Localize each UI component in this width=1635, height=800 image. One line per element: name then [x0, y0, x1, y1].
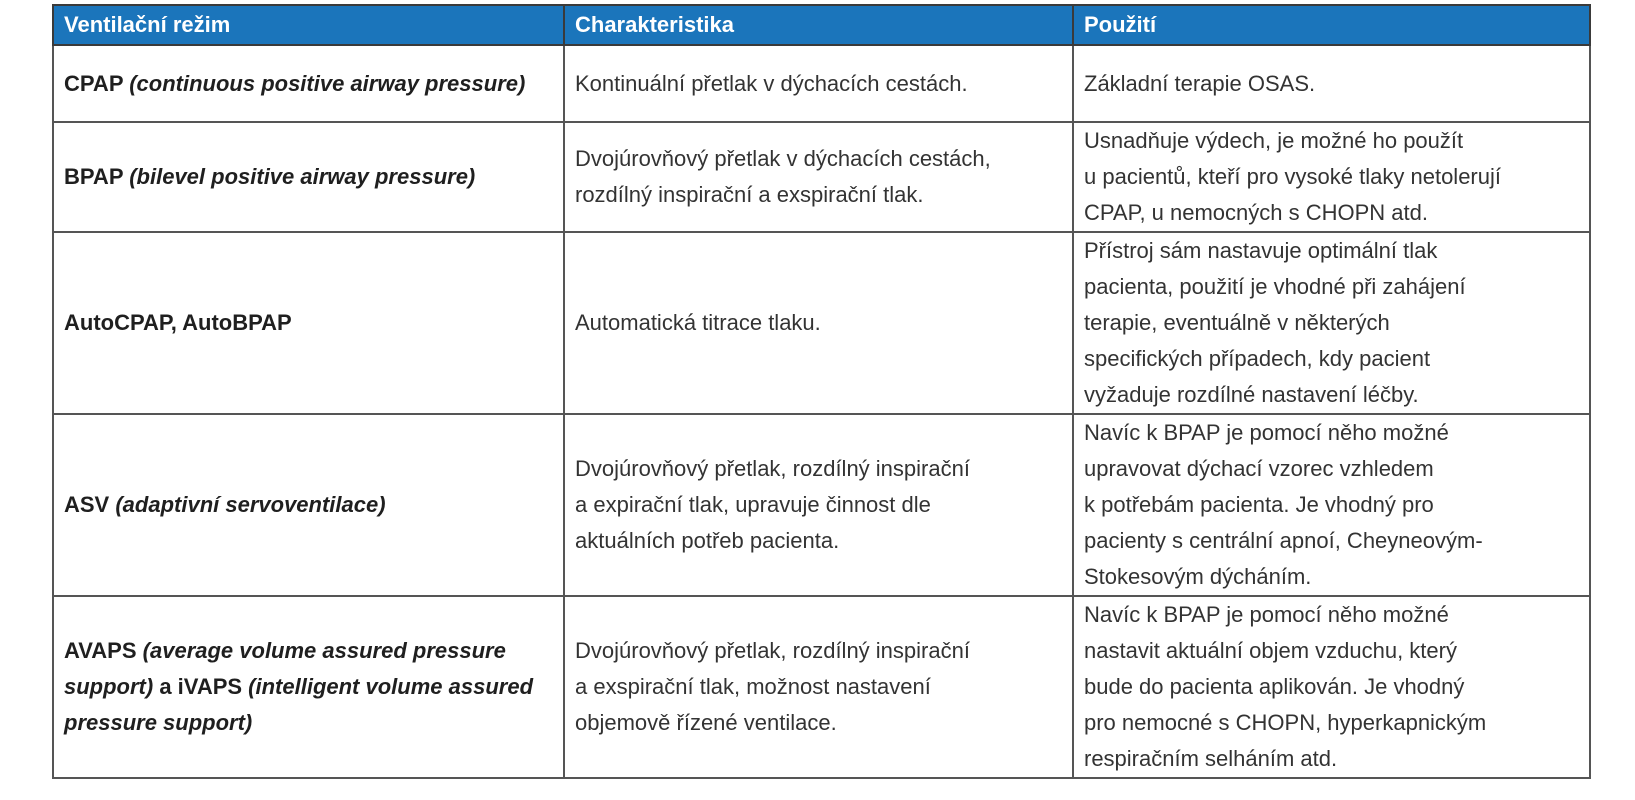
usage-text: Základní terapie OSAS. [1084, 70, 1316, 96]
header-ventilation-mode: Ventilační režim [53, 5, 564, 45]
usage-text: Přístroj sám nastavuje optimální tlak pacienta, použití je vhodné při zahájení terapie, eventuálně v některých specifických případech, kdy pacient vyžaduje rozdílné nastavení léčby. [1084, 238, 1466, 407]
mode-cell [53, 414, 564, 596]
mode-name: ASV [64, 492, 116, 517]
mode-cell [53, 232, 564, 414]
mode-full-name: (average volume assured pressure support) [64, 638, 506, 699]
table-header-row [53, 5, 1590, 45]
characteristic-cell [564, 596, 1073, 778]
table-row-asv [53, 414, 1590, 596]
mode-name: BPAP [64, 164, 130, 189]
ventilation-modes-table [52, 4, 1591, 779]
characteristic-text: Dvojúrovňový přetlak, rozdílný inspirační a exspirační tlak, možnost nastavení objemově řízené ventilace. [575, 638, 970, 735]
usage-cell [1073, 596, 1590, 778]
usage-text: Navíc k BPAP je pomocí něho možné upravovat dýchací vzorec vzhledem k potřebám pacienta. Je vhodný pro pacienty s centrální apnoí, Cheyneovým- Stokesovým dýcháním. [1084, 420, 1483, 589]
mode-cell [53, 122, 564, 232]
usage-cell [1073, 45, 1590, 122]
characteristic-text: Automatická titrace tlaku. [575, 310, 821, 335]
usage-text: Navíc k BPAP je pomocí něho možné nastavit aktuální objem vzduchu, který bude do pacienta aplikován. Je vhodný pro nemocné s CHOPN, hyperkapnickým respiračním selháním atd. [1084, 602, 1487, 771]
characteristic-cell [564, 122, 1073, 232]
table-row-avaps [53, 596, 1590, 778]
mode-cell [53, 45, 564, 122]
characteristic-text: Kontinuální přetlak v dýchacích cestách. [575, 70, 968, 96]
table-row-bpap [53, 122, 1590, 232]
usage-cell [1073, 414, 1590, 596]
characteristic-text: Dvojúrovňový přetlak v dýchacích cestách, rozdílný inspirační a exspirační tlak. [575, 146, 991, 207]
usage-text: Usnadňuje výdech, je možné ho použít u pacientů, kteří pro vysoké tlaky netolerují CPAP, u nemocných s CHOPN atd. [1084, 128, 1501, 225]
table-row-cpap [53, 45, 1590, 122]
header-usage: Použití [1073, 5, 1590, 45]
mode-name: AVAPS [64, 638, 143, 663]
ventilation-modes-table-wrapper [52, 4, 1589, 779]
table-row-autocpap [53, 232, 1590, 414]
mode-name-secondary: a iVAPS [153, 674, 249, 699]
characteristic-cell [564, 45, 1073, 122]
mode-full-name: (bilevel positive airway pressure) [129, 164, 476, 189]
mode-full-name: (continuous positive airway pressure) [129, 70, 526, 96]
characteristic-cell [564, 414, 1073, 596]
header-characteristic: Charakteristika [564, 5, 1073, 45]
mode-full-name: (adaptivní servoventilace) [115, 492, 386, 517]
mode-full-name-secondary: (intelligent volume assured pressure support) [64, 674, 534, 735]
mode-name: CPAP [64, 70, 130, 96]
mode-name: AutoCPAP, AutoBPAP [64, 310, 292, 335]
usage-cell [1073, 122, 1590, 232]
usage-cell [1073, 232, 1590, 414]
mode-cell [53, 596, 564, 778]
characteristic-cell [564, 232, 1073, 414]
characteristic-text: Dvojúrovňový přetlak, rozdílný inspirační a expirační tlak, upravuje činnost dle aktuálních potřeb pacienta. [575, 456, 970, 553]
